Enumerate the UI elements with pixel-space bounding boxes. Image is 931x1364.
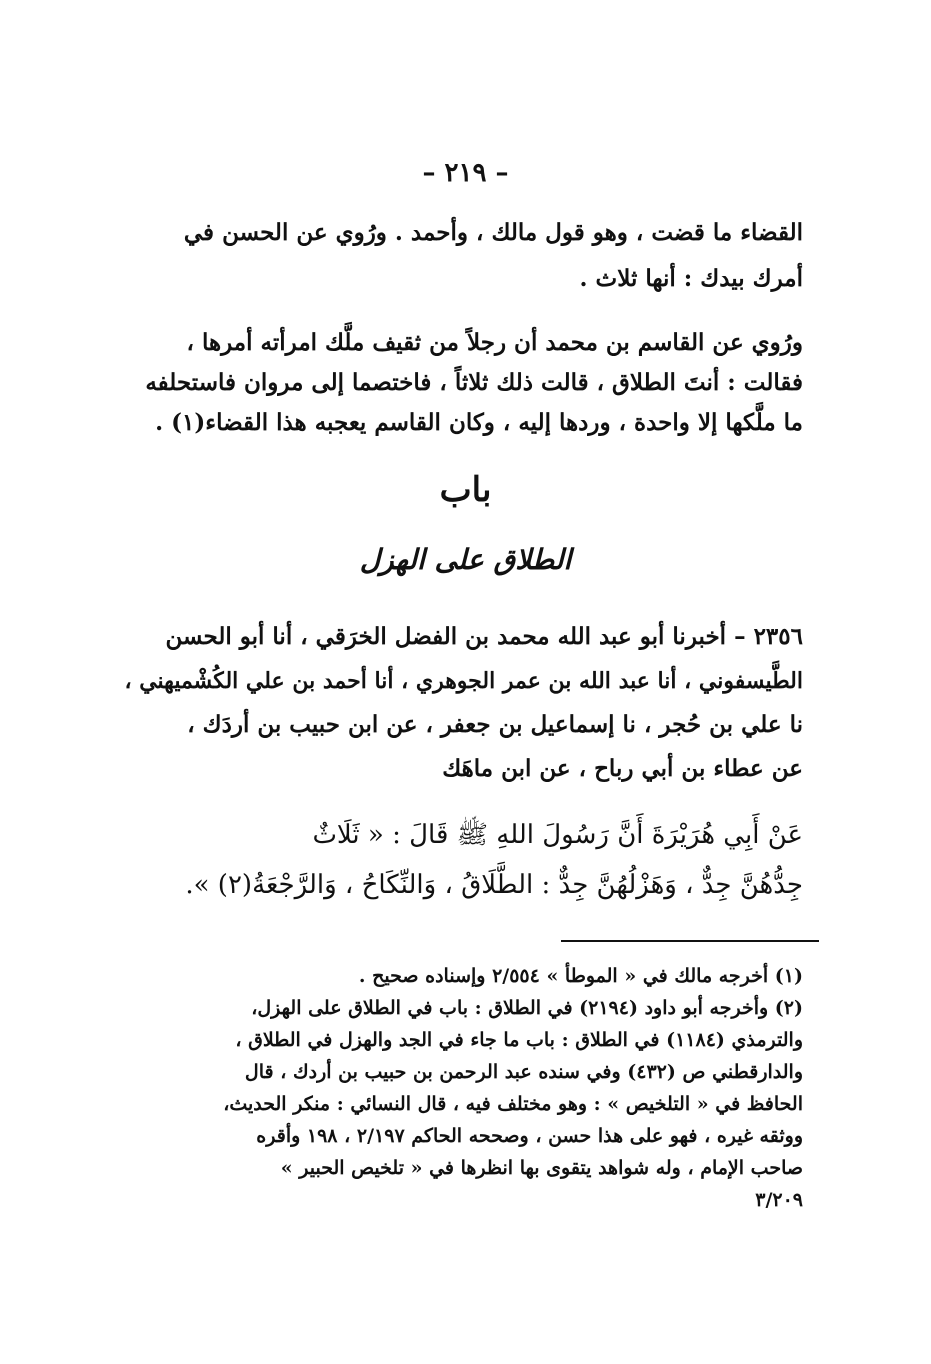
- paragraph-2: [123, 323, 803, 443]
- text-line: الطَّيسفوني ، أنا عبد الله بن عمر الجوهري ، أنا أحمد بن علي الكُشْميهني ،: [124, 668, 803, 694]
- text-line: عن عطاء بن أبي رباح ، عن ابن ماهَك: [442, 755, 803, 782]
- footnote-line: الحافظ في « التلخيص » : وهو مختلف فيه ، قال النسائي : منكر الحديث،: [223, 1093, 803, 1115]
- chapter-heading: باب: [439, 470, 492, 510]
- text-line: أمرك بيدك : أنها ثلاث .: [579, 265, 803, 292]
- section-heading: الطلاق على الهزل: [359, 543, 572, 576]
- footnote-line: ووثقه غيره ، فهو على هذا حسن ، وصححه الحاكم ٢/١٩٧ ، ١٩٨ وأقره: [256, 1125, 803, 1147]
- footnote-line: (١) أخرجه مالك في « الموطأ » ٢/٥٥٤ وإسناده صحيح .: [358, 965, 803, 987]
- page-number: – ٢١٩ –: [422, 158, 509, 188]
- footnote-line: والدارقطني ص (٤٣٢) وفي سنده عبد الرحمن بن حبيب بن أردك ، قال: [244, 1061, 803, 1083]
- text-line: القضاء ما قضت ، وهو قول مالك ، وأحمد . ورُوي عن الحسن في: [183, 219, 803, 246]
- hadith-text: [123, 810, 803, 910]
- footnote-line: (٢) وأخرجه أبو داود (٢١٩٤) في الطلاق : باب في الطلاق على الهزل،: [251, 997, 803, 1019]
- footnote-divider: [561, 940, 819, 942]
- text-line: ٢٣٥٦ – أخبرنا أبو عبد الله محمد بن الفضل الخرَقي ، أنا أبو الحسن: [165, 623, 803, 650]
- footnote-line: ٣/٢٠٩: [755, 1189, 803, 1211]
- footnote-line: صاحب الإمام ، وله شواهد يتقوى بها انظرها في « تلخيص الحبير »: [280, 1157, 803, 1179]
- footnote-line: والترمذي (١١٨٤) في الطلاق : باب ما جاء في الجد والهزل في الطلاق ،: [235, 1029, 803, 1051]
- text-line: ما ملَّكها إلا واحدة ، وردها إليه ، وكان القاسم يعجبه هذا القضاء(١) .: [155, 409, 803, 436]
- text-line: عَنْ أَبِي هُرَيْرَةَ أَنَّ رَسُولَ اللهِ ﷺ قَالَ : « ثَلَاثٌ: [312, 820, 803, 850]
- paragraph-1: [123, 210, 803, 302]
- text-line: نا علي بن حُجر ، نا إسماعيل بن جعفر ، عن ابن حبيب بن أردَك ،: [187, 711, 803, 738]
- text-line: فقالت : أنتَ الطلاق ، قالت ذلك ثلاثاً ، فاختصما إلى مروان فاستحلفه: [145, 369, 803, 396]
- text-line: ورُوي عن القاسم بن محمد أن رجلاً من ثقيف ملَّك امرأته أمرها ،: [186, 329, 803, 356]
- footnotes: [123, 960, 803, 1216]
- text-line: جِدُّهُنَّ جِدٌّ ، وَهَزْلُهُنَّ جِدٌّ : الطَّلَاقُ ، وَالنِّكَاحُ ، وَالرَّجْعَةُ(٢) ».: [185, 870, 803, 900]
- hadith-chain: [123, 615, 803, 791]
